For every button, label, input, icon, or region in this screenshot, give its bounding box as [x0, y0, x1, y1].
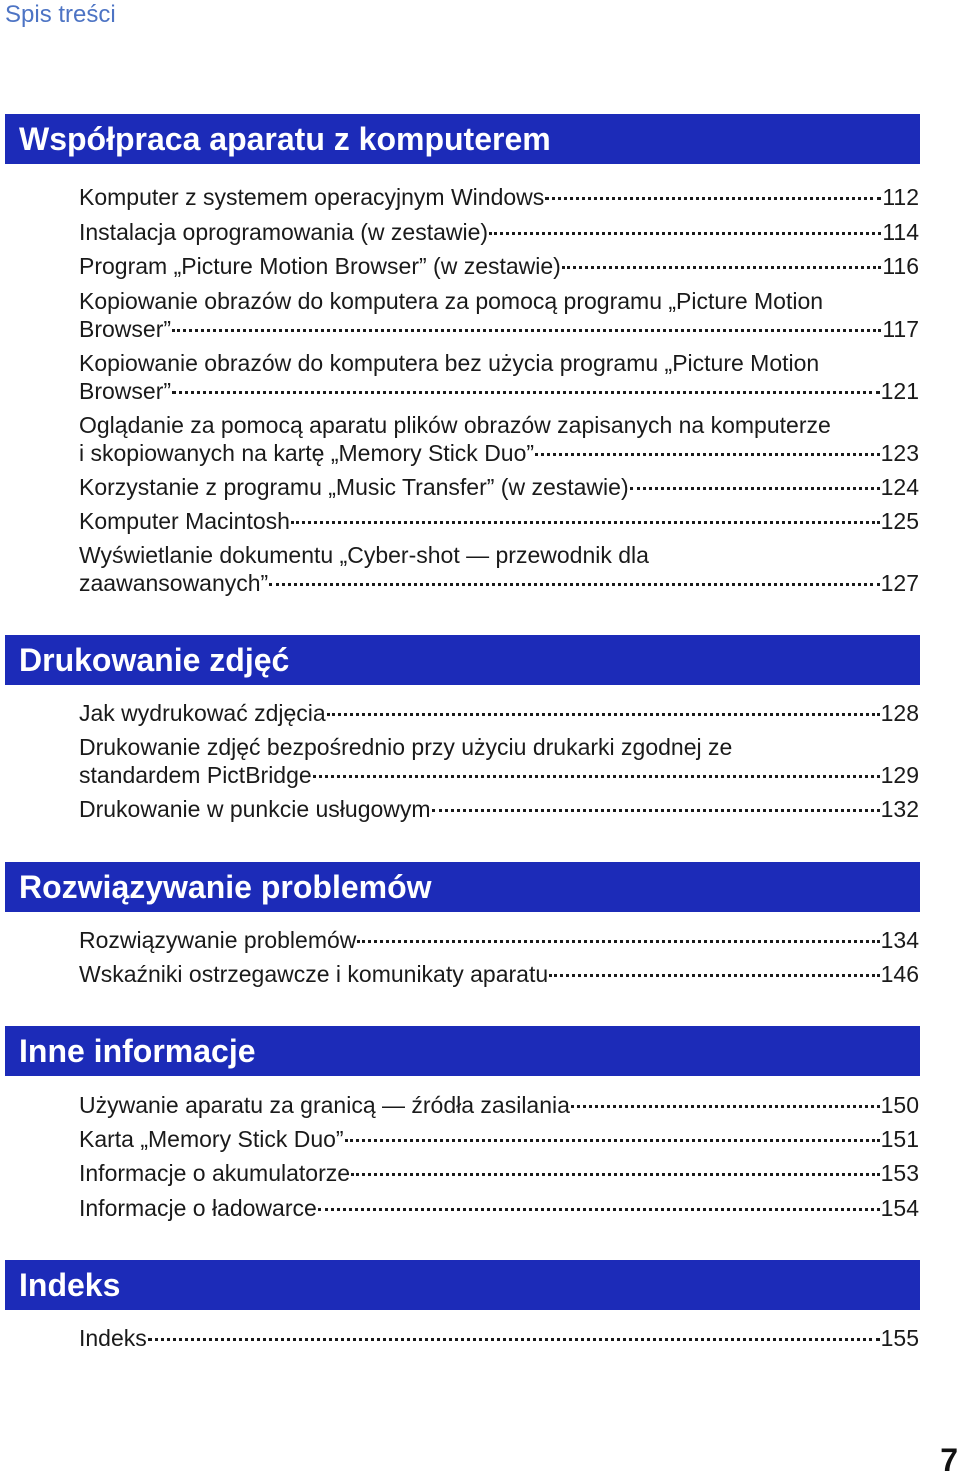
toc-entry[interactable] [79, 507, 919, 535]
entry-label: Komputer z systemem operacyjnym Windows [79, 184, 545, 210]
entry-label: standardem PictBridge [79, 762, 312, 788]
toc-entry[interactable] [79, 1159, 919, 1187]
entry-label: Korzystanie z programu „Music Transfer” (w zestawie) [79, 474, 629, 500]
leader-dots [345, 1139, 880, 1142]
toc-entry[interactable] [79, 795, 919, 823]
entry-page: 117 [882, 316, 919, 342]
entry-label: Browser” [79, 316, 172, 342]
page-number: 7 [940, 1442, 958, 1478]
entry-page: 150 [880, 1092, 919, 1118]
leader-dots [351, 1173, 880, 1176]
leader-dots [571, 1105, 880, 1108]
toc-entry[interactable] [79, 349, 919, 405]
leader-dots [148, 1338, 880, 1341]
section-heading-index: Indeks [5, 1260, 920, 1310]
entry-label-first-line: Oglądanie za pomocą aparatu plików obrazów zapisanych na komputerze [79, 412, 831, 438]
entry-label: Browser” [79, 378, 172, 404]
toc-entry[interactable] [79, 926, 919, 954]
entry-page: 123 [880, 440, 919, 466]
entry-page: 153 [880, 1160, 919, 1186]
leader-dots [318, 1208, 880, 1211]
entry-label-first-line: Kopiowanie obrazów do komputera za pomocą programu „Picture Motion [79, 288, 824, 314]
entry-page: 114 [882, 219, 919, 245]
entry-page: 146 [880, 961, 919, 987]
entry-page: 134 [880, 927, 919, 953]
entry-page: 155 [880, 1325, 919, 1351]
leader-dots [313, 775, 880, 778]
entry-label: Komputer Macintosh [79, 508, 290, 534]
leader-dots [269, 583, 879, 586]
section-heading-computer: Współpraca aparatu z komputerem [5, 114, 920, 164]
toc-entry[interactable] [79, 1125, 919, 1153]
entry-label: Rozwiązywanie problemów [79, 927, 357, 953]
section-heading-other-info: Inne informacje [5, 1026, 920, 1076]
section-heading-printing: Drukowanie zdjęć [5, 635, 920, 685]
leader-dots [545, 197, 881, 200]
toc-entry[interactable] [79, 1324, 919, 1352]
entry-page: 121 [880, 378, 919, 404]
leader-dots [535, 453, 880, 456]
entry-page: 112 [882, 184, 919, 210]
entry-label: Jak wydrukować zdjęcia [79, 700, 326, 726]
entry-page: 124 [880, 474, 919, 500]
leader-dots [630, 487, 880, 490]
entry-label: Wskaźniki ostrzegawcze i komunikaty aparatu [79, 961, 549, 987]
entry-label-first-line: Kopiowanie obrazów do komputera bez użycia programu „Picture Motion [79, 350, 820, 376]
section-heading-troubleshooting: Rozwiązywanie problemów [5, 862, 920, 912]
entry-label: Indeks [79, 1325, 147, 1351]
entry-page: 129 [880, 762, 919, 788]
toc-entry[interactable] [79, 411, 919, 467]
entry-page: 151 [880, 1126, 919, 1152]
entry-label: Program „Picture Motion Browser” (w zestawie) [79, 253, 561, 279]
leader-dots [562, 266, 881, 269]
leader-dots [291, 521, 880, 524]
entry-label: Karta „Memory Stick Duo” [79, 1126, 344, 1152]
toc-entry[interactable] [79, 1091, 919, 1119]
entry-page: 128 [880, 700, 919, 726]
leader-dots [172, 391, 880, 394]
entry-label: i skopiowanych na kartę „Memory Stick Duo” [79, 440, 535, 466]
entry-label: zaawansowanych” [79, 570, 269, 596]
entry-label: Informacje o akumulatorze [79, 1160, 351, 1186]
leader-dots [357, 940, 879, 943]
entry-page: 132 [880, 796, 919, 822]
entry-page: 154 [880, 1195, 919, 1221]
leader-dots [432, 809, 880, 812]
entry-label-first-line: Drukowanie zdjęć bezpośrednio przy użyciu drukarki zgodnej ze [79, 734, 733, 760]
leader-dots [172, 329, 881, 332]
leader-dots [549, 974, 879, 977]
entry-page: 116 [882, 253, 919, 279]
toc-entry[interactable] [79, 541, 919, 597]
entry-page: 127 [880, 570, 919, 596]
leader-dots [327, 713, 880, 716]
toc-entry[interactable] [79, 183, 919, 211]
entry-page: 125 [880, 508, 919, 534]
entry-label: Drukowanie w punkcie usługowym [79, 796, 431, 822]
toc-entry[interactable] [79, 733, 919, 789]
toc-entry[interactable] [79, 218, 919, 246]
entry-label: Instalacja oprogramowania (w zestawie) [79, 219, 489, 245]
entry-label-first-line: Wyświetlanie dokumentu „Cyber-shot — przewodnik dla [79, 542, 649, 568]
page-header-title: Spis treści [5, 1, 116, 28]
entry-label: Informacje o ładowarce [79, 1195, 317, 1221]
entry-label: Używanie aparatu za granicą — źródła zasilania [79, 1092, 570, 1118]
toc-entry[interactable] [79, 252, 919, 280]
toc-entry[interactable] [79, 960, 919, 988]
toc-entry[interactable] [79, 1194, 919, 1222]
toc-entry[interactable] [79, 699, 919, 727]
leader-dots [489, 232, 881, 235]
toc-entry[interactable] [79, 287, 919, 343]
toc-entry[interactable] [79, 473, 919, 501]
